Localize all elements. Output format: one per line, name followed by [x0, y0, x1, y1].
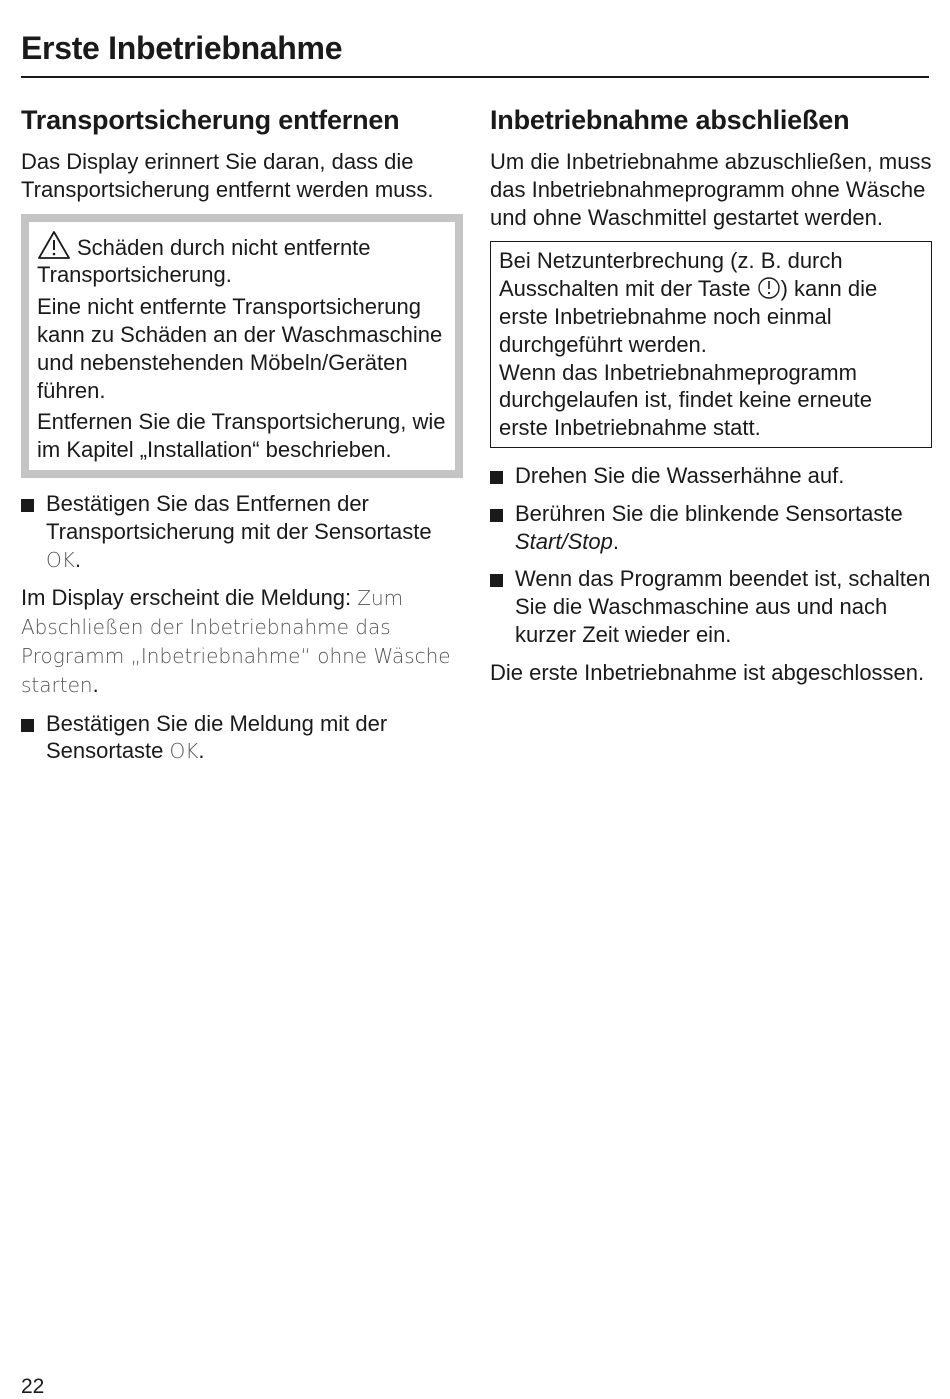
section-heading-transport: Transportsicherung entfernen: [21, 105, 400, 135]
title-divider: [21, 76, 929, 78]
section-heading-complete: Inbetriebnahme abschließen: [490, 105, 850, 135]
sensor-key-ok: OK: [169, 739, 199, 764]
page-title: Erste Inbetriebnahme: [21, 30, 343, 66]
transport-intro: Das Display erinnert Sie daran, dass die Transportsicherung entfernt werden muss.: [21, 149, 434, 202]
page-number: 22: [21, 1375, 45, 1398]
note-text-1: Bei Netzunterbrechung (z. B. durch Ausschalten mit der Taste ) kann die erste Inbetriebnahme noch einmal durchgeführt werden.: [499, 248, 878, 357]
bullet-square-icon: [21, 719, 34, 732]
instruction-step: Berühren Sie die blinkende Sensortaste Start/Stop.: [490, 500, 932, 556]
bullet-square-icon: [490, 471, 503, 484]
sensor-key-ok: OK: [46, 547, 75, 572]
bullet-square-icon: [490, 574, 503, 587]
step-text: Bestätigen Sie die Meldung mit der Sensortaste: [46, 710, 388, 764]
instruction-step: [490, 462, 932, 490]
right-column: [490, 100, 932, 697]
warning-text-1: Eine nicht entfernte Transportsicherung kann zu Schäden an der Waschmaschine und nebenstehenden Möbeln/Geräten führen.: [37, 294, 443, 403]
bullet-square-icon: [490, 509, 503, 522]
step-text: Drehen Sie die Wasserhähne auf.: [515, 462, 845, 488]
display-message-intro: Im Display erscheint die Meldung:: [21, 585, 358, 611]
warning-title-line: [37, 230, 447, 290]
display-message-text: Zum Abschließen der Inbetriebnahme das Programm „Inbetriebnahme“ ohne Wäsche starten: [21, 586, 451, 697]
instruction-step: Bestätigen Sie das Entfernen der Transportsicherung mit der Sensortaste OK.: [21, 490, 463, 574]
left-column: [21, 100, 463, 776]
warning-title: Schäden durch nicht entfernte Transportsicherung.: [37, 234, 371, 288]
bullet-square-icon: [21, 499, 34, 512]
display-message-paragraph: Im Display erscheint die Meldung: Zum Abschließen der Inbetriebnahme das Programm „Inbetriebnahme“ ohne Wäsche starten.: [21, 585, 451, 697]
warning-triangle-icon: [37, 230, 71, 260]
instruction-step: Bestätigen Sie die Meldung mit der Sensortaste OK.: [21, 710, 463, 767]
warning-text-2: Entfernen Sie die Transportsicherung, wie im Kapitel „Installation“ beschrieben.: [37, 409, 446, 463]
complete-intro: Um die Inbetriebnahme abzuschließen, muss das Inbetriebnahmeprogramm ohne Wäsche und ohne Waschmittel gestartet werden.: [490, 149, 932, 230]
step-text: Wenn das Programm beendet ist, schalten Sie die Waschmaschine aus und nach kurzer Zeit wieder ein.: [515, 566, 931, 647]
power-button-icon: [757, 276, 781, 300]
warning-box: [21, 214, 463, 478]
note-box: [490, 241, 932, 448]
note-text-2: Wenn das Inbetriebnahmeprogramm durchgelaufen ist, findet keine erneute erste Inbetriebnahme statt.: [499, 359, 873, 441]
step-text: Berühren Sie die blinkende Sensortaste: [515, 500, 903, 526]
instruction-step: [490, 565, 932, 648]
closing-text: Die erste Inbetriebnahme ist abgeschlossen.: [490, 659, 925, 685]
step-text: Bestätigen Sie das Entfernen der Transportsicherung mit der Sensortaste: [46, 490, 432, 544]
sensor-key-start-stop: Start/Stop: [515, 528, 613, 554]
